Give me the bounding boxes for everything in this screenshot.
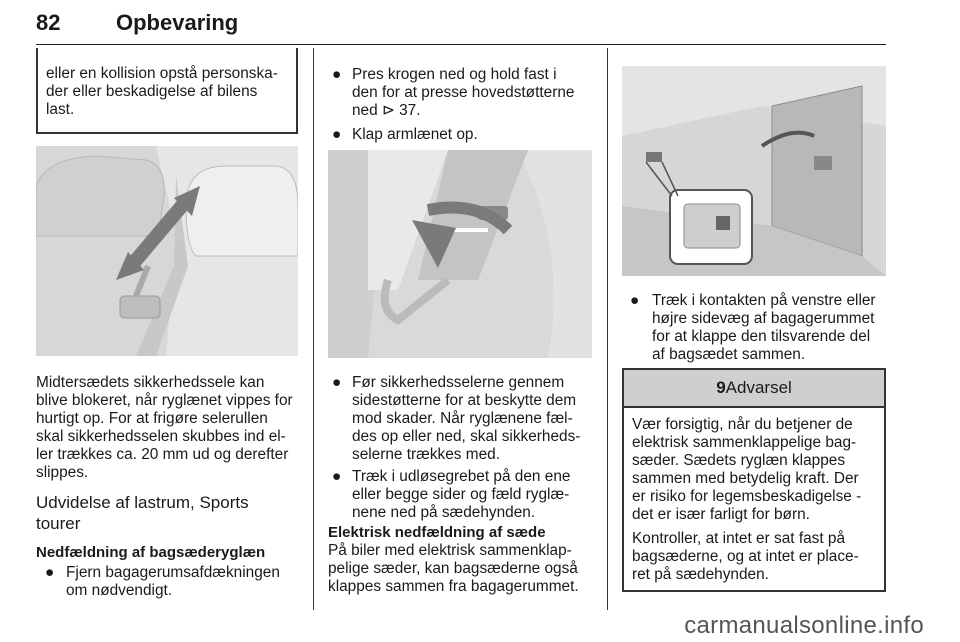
column-divider [313, 48, 314, 610]
bullet-dot: ● [332, 66, 342, 83]
text-line: det er især farligt for børn. [632, 506, 810, 523]
text-line: Klap armlænet op. [352, 126, 478, 143]
bullet-dot: ● [630, 292, 640, 309]
chapter-title: Opbevaring [116, 10, 239, 35]
subsection [36, 544, 298, 600]
warning-continuation-box [36, 48, 298, 134]
page-header [36, 6, 886, 48]
text-line: højre sidevæg af bagagerummet [652, 310, 875, 327]
bullet-item [328, 468, 616, 522]
text-line: Midtersædets sikkerhedssele kan [36, 374, 265, 391]
text-line: des op eller ned, skal sikkerheds- [352, 428, 581, 445]
text-line: ler trækkes ca. 20 mm ud og derefter [36, 446, 289, 463]
bullet-item [622, 292, 916, 364]
bullet-item [328, 126, 616, 144]
warning-icon: 9 [716, 378, 726, 397]
section-heading [36, 492, 249, 534]
warning-title-bar [624, 370, 884, 408]
text-line: slippes. [36, 464, 89, 481]
belt-paragraph [36, 374, 300, 482]
bullet-dot: ● [332, 468, 342, 485]
warning-body [624, 408, 884, 590]
text-line: elektrisk sammenklappelige bag- [632, 434, 857, 451]
bullet-dot: ● [45, 564, 55, 581]
warning-line: last. [46, 101, 75, 118]
text-line: eller begge sider og fæld ryglæ- [352, 486, 570, 503]
bullet-dot: ● [332, 374, 342, 391]
text-line: Kontroller, at intet er sat fast på [632, 530, 846, 547]
watermark-footer: carmanualsonline.info [684, 612, 924, 639]
text-line: ret på sædehynden. [632, 566, 769, 583]
text-line: sidestøtterne for at beskytte dem [352, 392, 577, 409]
text-line: Træk i udløsegrebet på den ene [352, 468, 571, 485]
text-line: Fjern bagagerumsafdækningen [66, 564, 280, 581]
heading-line: tourer [36, 514, 81, 533]
subheading: Elektrisk nedfældning af sæde [328, 524, 546, 541]
text-line: nene ned på sædehynden. [352, 504, 536, 521]
warning-box [622, 368, 886, 592]
subheading: Nedfældning af bagsæderyglæn [36, 544, 266, 561]
text-line: Træk i kontakten på venstre eller [652, 292, 876, 309]
text-line: er risiko for legemsbeskadigelse - [632, 488, 862, 505]
warning-line: der eller beskadigelse af bilens [46, 83, 258, 100]
bullet-item [36, 564, 298, 600]
seatbelt-illustration [36, 146, 298, 356]
text-line: bagsæderne, og at intet er place- [632, 548, 859, 565]
page-number: 82 [36, 10, 61, 35]
headrest-illustration [328, 150, 592, 358]
text-line: klappes sammen fra bagagerummet. [328, 578, 579, 595]
bullet-item [328, 374, 616, 464]
heading-line: Udvidelse af lastrum, Sports [36, 493, 249, 512]
text-line: selerne trækkes med. [352, 446, 500, 463]
text-line: Vær forsigtig, når du betjener de [632, 416, 853, 433]
header-rule [36, 44, 886, 45]
text-line: for at klappe den tilsvarende del [652, 328, 871, 345]
text-line: den for at presse hovedstøtterne [352, 84, 575, 101]
text-line: hurtigt op. For at frigøre selerullen [36, 410, 268, 427]
text-line: mod skader. Når ryglænene fæl- [352, 410, 573, 427]
text-line: Pres krogen ned og hold fast i [352, 66, 557, 83]
warning-line: eller en kollision opstå personska- [46, 65, 278, 82]
text-line: ned ⊳ 37. [352, 102, 421, 119]
text-line: sammen med betydelig kraft. Der [632, 470, 859, 487]
text-line: sæder. Sædets ryglæn klappes [632, 452, 846, 469]
bullet-item [328, 66, 616, 120]
text-line: pelige sæder, kan bagsæderne også [328, 560, 578, 577]
bullet-dot: ● [332, 126, 342, 143]
text-line: På biler med elektrisk sammenklap- [328, 542, 572, 559]
text-line: skal sikkerhedsselen skubbes ind el- [36, 428, 286, 445]
text-line: om nødvendigt. [66, 582, 173, 599]
text-line: Før sikkerhedsselerne gennem [352, 374, 565, 391]
warning-title: Advarsel [725, 378, 792, 397]
electric-fold-section [328, 524, 592, 596]
cargo-switch-illustration [622, 66, 886, 276]
text-line: af bagsædet sammen. [652, 346, 806, 363]
text-line: blive blokeret, når ryglænet vippes for [36, 392, 293, 409]
